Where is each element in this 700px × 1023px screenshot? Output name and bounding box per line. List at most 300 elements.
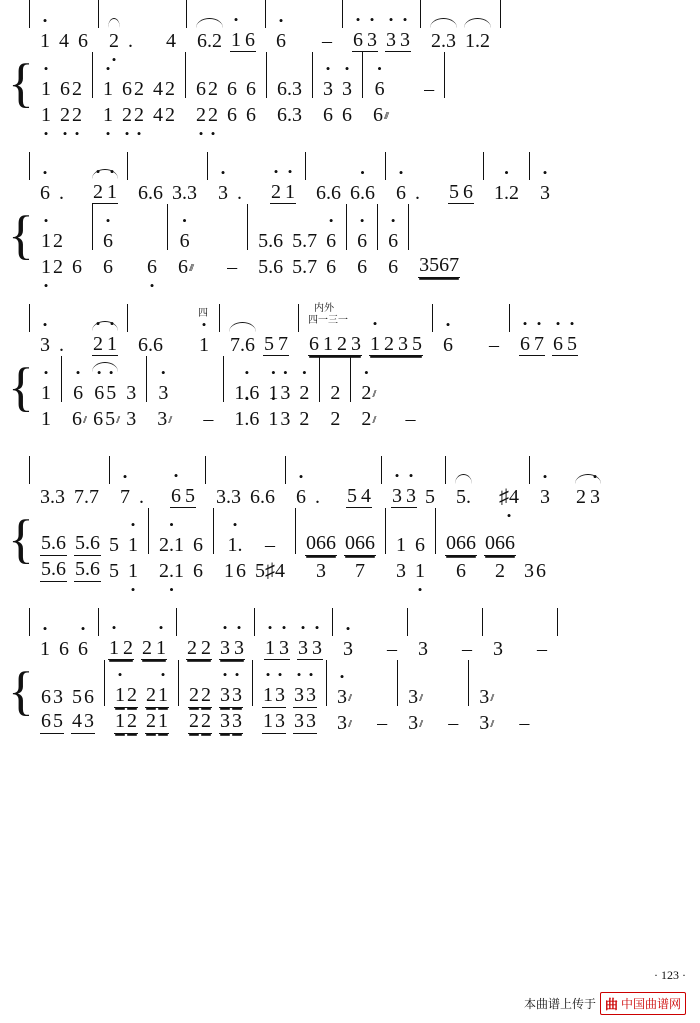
brace-icon: { bbox=[8, 357, 34, 417]
barline bbox=[312, 52, 313, 98]
measure bbox=[405, 682, 461, 734]
chord bbox=[226, 74, 238, 126]
barline bbox=[127, 304, 128, 332]
note: 6 bbox=[326, 256, 337, 278]
slur-group bbox=[92, 378, 118, 430]
note: • 6 bbox=[102, 231, 114, 252]
measure bbox=[112, 682, 171, 734]
measure bbox=[213, 487, 278, 508]
barline bbox=[29, 304, 30, 332]
rest-dash: – bbox=[265, 534, 275, 556]
note: 3 bbox=[418, 638, 428, 660]
barline bbox=[509, 304, 510, 332]
measure bbox=[106, 638, 169, 660]
note: 6 bbox=[245, 29, 255, 51]
chord bbox=[245, 74, 257, 126]
chord bbox=[114, 682, 138, 734]
note: 6 bbox=[236, 560, 246, 582]
measure bbox=[135, 308, 212, 356]
tremolo-icon: // bbox=[348, 692, 351, 704]
chord bbox=[407, 682, 421, 734]
barline bbox=[305, 152, 306, 180]
note: 1 bbox=[263, 710, 273, 732]
measure bbox=[184, 638, 247, 660]
slur-group bbox=[108, 31, 120, 52]
note: 5. bbox=[456, 486, 471, 508]
slur-icon bbox=[108, 18, 120, 28]
slur-icon bbox=[464, 18, 491, 28]
measure bbox=[38, 226, 85, 278]
barline bbox=[185, 52, 186, 98]
rest-dash: – bbox=[387, 638, 397, 660]
chord bbox=[329, 378, 341, 430]
measure bbox=[100, 226, 160, 278]
note: 6 bbox=[93, 408, 104, 430]
note: • 2 bbox=[298, 383, 310, 404]
melody-line-1 bbox=[0, 0, 700, 52]
fingering-annotation: 四 bbox=[198, 308, 208, 319]
note: 2 bbox=[189, 710, 199, 732]
barline bbox=[265, 0, 266, 28]
slur-icon bbox=[430, 18, 457, 28]
measure bbox=[38, 74, 85, 126]
note: • 1 bbox=[40, 383, 52, 404]
note: 6 bbox=[536, 560, 546, 582]
barline bbox=[178, 660, 179, 706]
note: 3 bbox=[306, 710, 316, 732]
note: • 6 bbox=[395, 183, 407, 204]
beamed-group bbox=[391, 486, 417, 508]
note: 6 bbox=[103, 256, 113, 278]
beamed-group bbox=[352, 30, 378, 52]
measure bbox=[428, 31, 493, 52]
note: • 1 bbox=[39, 639, 51, 660]
measure bbox=[38, 682, 97, 734]
note: • 1. bbox=[227, 535, 244, 556]
system-1 bbox=[0, 0, 700, 126]
chord bbox=[298, 378, 310, 430]
note: 2 bbox=[361, 408, 372, 430]
note: 2 • bbox=[108, 31, 120, 52]
tremolo-icon: // bbox=[490, 718, 493, 730]
note: • 1 bbox=[106, 334, 118, 355]
rest-dash: – bbox=[519, 712, 530, 734]
note: • 6 bbox=[325, 231, 337, 252]
rest-dash: – bbox=[462, 638, 472, 660]
note: 2 • bbox=[207, 105, 219, 126]
augmentation-dot: . bbox=[415, 182, 421, 204]
barline bbox=[186, 0, 187, 28]
note: • 6 bbox=[93, 383, 105, 404]
barline bbox=[176, 608, 177, 636]
note: 2 • bbox=[59, 105, 71, 126]
note: 6 bbox=[41, 686, 51, 708]
tremolo-icon: // bbox=[116, 414, 119, 426]
chord bbox=[405, 378, 417, 430]
chord bbox=[152, 74, 176, 126]
chord bbox=[423, 74, 435, 126]
note: 4 bbox=[72, 710, 82, 732]
measure bbox=[262, 638, 325, 660]
note: 6 bbox=[388, 256, 399, 278]
note: 3 bbox=[479, 712, 490, 734]
note: 7 bbox=[355, 560, 365, 582]
note: 6 bbox=[72, 256, 82, 278]
note: 3.3 bbox=[216, 486, 241, 508]
measure bbox=[37, 182, 120, 204]
note-pair bbox=[575, 487, 601, 508]
measure bbox=[537, 487, 603, 508]
note: 1 • bbox=[40, 105, 52, 126]
note: 3 bbox=[479, 686, 490, 708]
chord bbox=[254, 530, 286, 582]
note: 2 • bbox=[133, 105, 145, 126]
barline bbox=[435, 508, 436, 554]
chord bbox=[257, 226, 284, 278]
system-5 bbox=[0, 608, 700, 734]
beamed-group bbox=[264, 638, 290, 660]
chord bbox=[372, 74, 387, 126]
measure bbox=[440, 335, 502, 356]
chord bbox=[478, 682, 492, 734]
measure bbox=[38, 530, 141, 582]
note: • 3 bbox=[219, 638, 231, 659]
note: 6 bbox=[456, 560, 466, 582]
measure bbox=[154, 378, 216, 430]
barline bbox=[397, 660, 398, 706]
beamed-group bbox=[92, 182, 118, 204]
note: • 3 bbox=[539, 487, 551, 508]
measure bbox=[227, 334, 291, 356]
brace-icon: { bbox=[8, 661, 34, 721]
measure bbox=[476, 682, 532, 734]
tremolo-icon: // bbox=[490, 692, 493, 704]
chord bbox=[40, 226, 64, 278]
measure bbox=[340, 639, 400, 660]
note: • 6 bbox=[39, 183, 51, 204]
note: 3 bbox=[232, 710, 242, 732]
augmentation-dot: . bbox=[59, 334, 65, 356]
note: • 3 bbox=[366, 30, 378, 51]
note: • 1 bbox=[106, 182, 118, 203]
chord bbox=[127, 530, 139, 582]
note: 1 bbox=[224, 560, 234, 582]
rest-dash: – bbox=[537, 638, 547, 660]
note: 1.2 bbox=[465, 30, 490, 52]
note: 6.6 bbox=[316, 182, 341, 204]
measure bbox=[37, 487, 102, 508]
measure bbox=[274, 74, 305, 126]
note: 2 bbox=[127, 684, 137, 706]
note: • 1 bbox=[230, 30, 242, 51]
barline bbox=[104, 660, 105, 706]
note: • 6 bbox=[170, 486, 182, 507]
note: • 1 bbox=[198, 335, 210, 356]
barline bbox=[29, 152, 30, 180]
note: • 2.1 bbox=[158, 535, 185, 556]
note: 6 • bbox=[146, 257, 158, 278]
site-credit bbox=[524, 992, 686, 1015]
tremolo-icon: // bbox=[372, 388, 375, 400]
note: • 1.2 bbox=[493, 183, 520, 204]
barline bbox=[432, 304, 433, 332]
note: • 1.6 bbox=[233, 409, 260, 430]
measure bbox=[350, 30, 413, 52]
note: 6 bbox=[122, 78, 132, 100]
note: • 1 bbox=[40, 231, 52, 252]
chord bbox=[108, 530, 120, 582]
note: 5.6 bbox=[75, 532, 100, 554]
measure bbox=[273, 31, 335, 52]
note: • 3 bbox=[219, 685, 231, 708]
note: 2 • bbox=[195, 105, 207, 126]
measure bbox=[370, 74, 437, 126]
note: 1 bbox=[41, 408, 51, 430]
note: 2 bbox=[208, 78, 218, 100]
note: 5 bbox=[72, 686, 82, 708]
note: 5 bbox=[412, 333, 422, 355]
barline bbox=[92, 52, 93, 98]
note: 3 bbox=[275, 710, 285, 732]
barline bbox=[444, 52, 445, 98]
note-group: 066 bbox=[345, 532, 375, 554]
note: 5.6 bbox=[41, 558, 66, 580]
barline bbox=[98, 608, 99, 636]
note: 2 bbox=[165, 104, 175, 126]
measure bbox=[37, 334, 120, 356]
note: 6.6 bbox=[250, 486, 275, 508]
chord bbox=[414, 530, 426, 582]
barline bbox=[252, 660, 253, 706]
slur-group bbox=[455, 487, 472, 508]
beamed-group bbox=[219, 638, 245, 660]
measure bbox=[221, 530, 288, 582]
measure bbox=[416, 226, 462, 278]
note: 3 bbox=[126, 408, 137, 430]
note: 2 • bbox=[71, 105, 83, 126]
note: • 3 bbox=[539, 183, 551, 204]
measure bbox=[260, 682, 319, 734]
barline bbox=[529, 152, 530, 180]
barline bbox=[205, 456, 206, 484]
augmentation-dot: . bbox=[315, 486, 321, 508]
chord bbox=[325, 226, 337, 278]
note: 6.3 bbox=[277, 104, 302, 126]
chord bbox=[387, 226, 399, 278]
note: 6 bbox=[415, 534, 425, 556]
slur-group bbox=[196, 31, 223, 52]
chord bbox=[40, 378, 52, 430]
barline bbox=[468, 660, 469, 706]
note: 2 bbox=[201, 637, 211, 659]
note: 2 bbox=[299, 408, 310, 430]
note: • 3 bbox=[293, 685, 305, 708]
barline bbox=[223, 356, 224, 402]
note: • 1 bbox=[39, 31, 51, 52]
chord bbox=[102, 74, 114, 126]
note: • 6 bbox=[295, 487, 307, 508]
barline bbox=[483, 152, 484, 180]
measure bbox=[193, 74, 259, 126]
note: • 1 bbox=[267, 383, 279, 404]
note: 2 bbox=[165, 78, 175, 100]
barline bbox=[298, 304, 299, 332]
note: 3 bbox=[126, 382, 137, 404]
tremolo-icon: // bbox=[419, 718, 422, 730]
fingering-annotation: 四一三一 bbox=[308, 315, 348, 326]
note: • 1 bbox=[157, 685, 169, 708]
chord bbox=[145, 682, 169, 734]
measure bbox=[415, 639, 475, 660]
barline bbox=[109, 456, 110, 484]
barline bbox=[266, 52, 267, 98]
barline bbox=[247, 204, 248, 250]
note: 6 bbox=[463, 181, 473, 203]
note: • 6 bbox=[387, 231, 399, 252]
note: 4 bbox=[153, 104, 163, 126]
note: 6 bbox=[373, 104, 383, 126]
note: 6 bbox=[78, 30, 88, 52]
measure bbox=[255, 226, 339, 278]
note: 1 • bbox=[414, 561, 426, 582]
measure bbox=[37, 639, 91, 660]
note: • 6 bbox=[352, 30, 364, 51]
note: 3 bbox=[398, 333, 408, 355]
note: 1 bbox=[158, 710, 168, 732]
note: • 6 bbox=[519, 334, 531, 355]
melody-line-5 bbox=[0, 608, 700, 660]
note: 5.7 bbox=[292, 230, 318, 252]
note: 3 bbox=[294, 710, 304, 732]
note: 5 bbox=[425, 486, 435, 508]
barline bbox=[557, 608, 558, 636]
tremolo-icon: // bbox=[419, 692, 422, 704]
measure bbox=[69, 378, 139, 430]
beamed-group bbox=[519, 334, 545, 356]
note: • 3 bbox=[399, 30, 411, 51]
measure bbox=[194, 30, 258, 52]
beamed-group bbox=[108, 638, 134, 660]
melody-line-3 bbox=[0, 304, 700, 356]
note: 5 bbox=[449, 181, 459, 203]
tremolo-icon: /// bbox=[384, 110, 388, 122]
note: 2 bbox=[330, 408, 341, 430]
note: • 2 bbox=[92, 182, 104, 203]
note: 7.7 bbox=[74, 486, 99, 508]
barline bbox=[445, 456, 446, 484]
site-logo[interactable] bbox=[600, 992, 686, 1015]
brace-icon: { bbox=[8, 509, 34, 569]
chord bbox=[341, 74, 353, 126]
barline bbox=[285, 456, 286, 484]
slur-icon bbox=[229, 322, 256, 332]
chord bbox=[418, 226, 460, 278]
note: • 1 bbox=[267, 409, 279, 430]
note: • 2 bbox=[270, 182, 282, 203]
chord bbox=[356, 226, 368, 278]
note: 3 bbox=[53, 686, 63, 708]
note: • 6 bbox=[374, 79, 386, 100]
chord bbox=[322, 74, 334, 126]
measure bbox=[517, 334, 580, 356]
note: 2 bbox=[337, 333, 347, 355]
note-group: 3567 bbox=[419, 254, 460, 276]
measure bbox=[537, 183, 553, 204]
note: 6 bbox=[196, 78, 206, 100]
chord bbox=[223, 530, 247, 582]
barline bbox=[98, 0, 99, 28]
measure bbox=[117, 486, 198, 508]
beamed-group bbox=[170, 486, 196, 508]
note: • 6 bbox=[275, 31, 287, 52]
note: 6 bbox=[193, 560, 203, 582]
measure bbox=[186, 682, 245, 734]
note: 6 bbox=[357, 256, 368, 278]
note: 6 bbox=[72, 408, 82, 430]
page-number: · 123 · bbox=[654, 968, 686, 982]
note: • 5 bbox=[105, 383, 117, 404]
note: 7 bbox=[278, 333, 288, 355]
note: 5.6 bbox=[41, 532, 66, 554]
note: • 6.6 bbox=[349, 183, 376, 204]
note: 6 bbox=[193, 534, 203, 556]
accompaniment-line-2 bbox=[0, 204, 700, 278]
rest-dash: – bbox=[203, 408, 214, 430]
barline bbox=[529, 456, 530, 484]
note: 2 bbox=[330, 382, 341, 404]
note: 5.6 bbox=[258, 256, 284, 278]
note: 3.3 bbox=[40, 486, 65, 508]
note: 1 bbox=[323, 333, 333, 355]
note: 2 bbox=[189, 684, 199, 706]
measure bbox=[100, 74, 178, 126]
slur-icon bbox=[196, 18, 223, 28]
barline bbox=[381, 456, 382, 484]
chord bbox=[59, 74, 83, 126]
barline bbox=[350, 356, 351, 402]
barline bbox=[408, 204, 409, 250]
measure bbox=[393, 182, 476, 204]
note: 5 bbox=[264, 333, 274, 355]
chord bbox=[336, 682, 350, 734]
note: 3 bbox=[408, 712, 419, 734]
barline bbox=[332, 608, 333, 636]
tremolo-icon: // bbox=[168, 414, 171, 426]
note: 5 bbox=[109, 534, 119, 556]
chord bbox=[395, 530, 407, 582]
note: • 6 bbox=[552, 334, 564, 355]
measure bbox=[303, 530, 378, 582]
slur-group bbox=[92, 182, 118, 204]
note: 2 bbox=[201, 710, 211, 732]
note: 6.2 bbox=[197, 30, 222, 52]
beamed-group bbox=[230, 30, 256, 52]
note: 1 • bbox=[40, 257, 52, 278]
beamed-group bbox=[186, 638, 212, 660]
beamed-group bbox=[308, 334, 362, 356]
note: 6 bbox=[227, 78, 237, 100]
note: • 6 bbox=[356, 231, 368, 252]
rest-dash: – bbox=[424, 78, 435, 100]
tremolo-icon: // bbox=[83, 414, 86, 426]
chord bbox=[40, 74, 52, 126]
chord bbox=[293, 682, 317, 734]
slur-group bbox=[430, 31, 457, 52]
note: • 1 bbox=[284, 182, 296, 203]
barline bbox=[385, 152, 386, 180]
note: 2 bbox=[201, 684, 211, 706]
barline bbox=[29, 608, 30, 636]
